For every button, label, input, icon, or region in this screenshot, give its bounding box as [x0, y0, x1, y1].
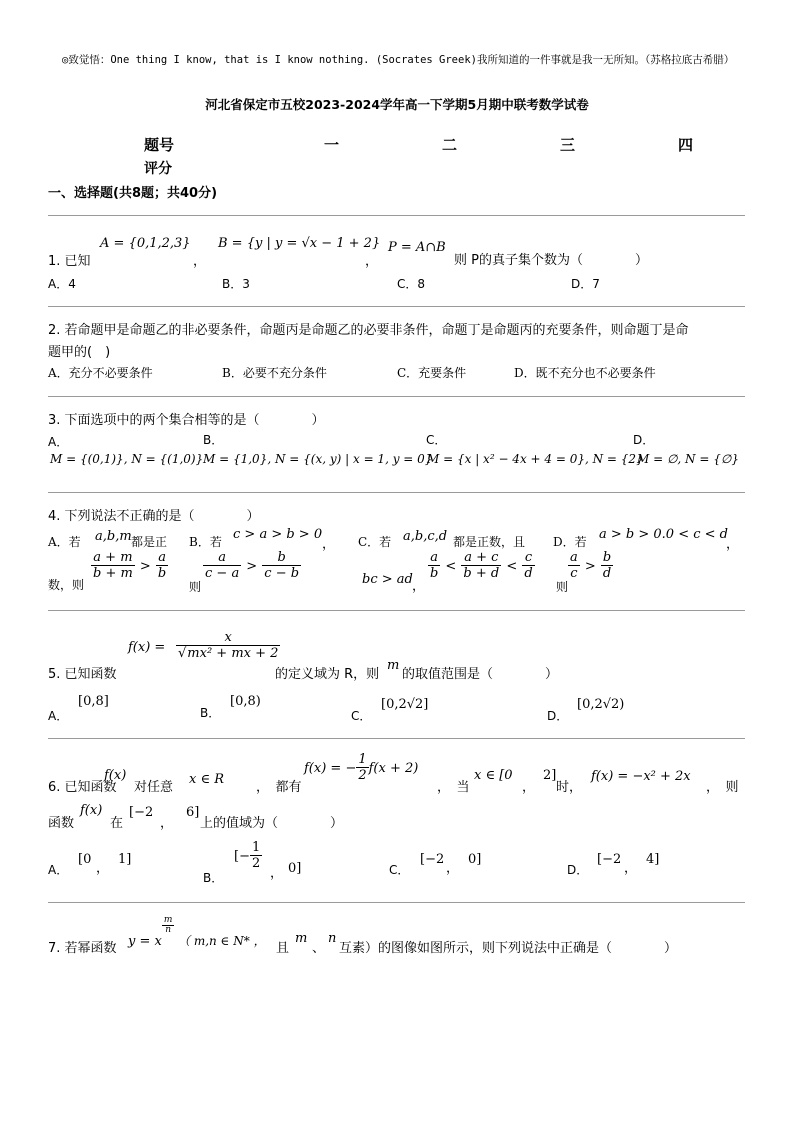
- q2-text: 2. 若命题甲是命题乙的非必要条件，命题丙是命题乙的必要非条件，命题丁是命题丙的充要条件，则命题丁是命: [48, 323, 689, 338]
- q6-comma: ，: [446, 861, 460, 876]
- q3-label-d[interactable]: D．: [633, 433, 655, 447]
- motto-line: ◎致觉悟：One thing I know, that is I know nothing. (Socrates Greek)我所知道的一件事就是我一无所知。（苏格拉底古希腊）: [62, 54, 735, 66]
- q6-comma: ，: [522, 780, 536, 795]
- q7-prefix: 7. 若幂函数: [48, 941, 117, 956]
- q6-text: ， 则: [706, 780, 739, 795]
- q5-suffix: 的取值范围是（ ）: [402, 667, 559, 682]
- q6-label-a[interactable]: A．: [48, 863, 69, 877]
- q6-comma: ，: [624, 861, 638, 876]
- q7-var-m: m: [295, 931, 308, 946]
- q3-label-b[interactable]: B．: [203, 433, 224, 447]
- q1-set-a: A = {0,1,2,3}: [100, 236, 191, 251]
- q6-range-start: [−2: [129, 805, 154, 820]
- q4-option-c-vars: a,b,c,d: [403, 529, 448, 544]
- q3-label-c[interactable]: C．: [426, 433, 447, 447]
- score-row-label: 题号: [144, 136, 175, 154]
- q5-mid: 的定义域为 R，则: [275, 667, 380, 682]
- q6-option-b[interactable]: [− $\frac{1}{2}$: [234, 840, 261, 871]
- q3-label-a[interactable]: A．: [48, 435, 69, 449]
- q6-function: f(x): [80, 803, 103, 818]
- q5-option-a[interactable]: [0,8]: [78, 694, 109, 709]
- q5-option-b[interactable]: [0,8): [230, 694, 261, 709]
- q4-option-a-post: 都是正: [131, 535, 168, 549]
- q1-option-c[interactable]: C．8: [397, 277, 426, 291]
- q6-text: 在: [110, 816, 124, 831]
- score-row-label-2: 评分: [144, 161, 172, 177]
- q7-suffix: 互素）的图像如图所示，则下列说法中正确是（ ）: [339, 941, 678, 956]
- q6-range-end: 6]: [186, 805, 200, 820]
- q1-set-b: B = {y | y = √x − 1 + 2}: [218, 236, 381, 251]
- q6-comma: ，: [270, 866, 284, 881]
- q1-comma: ，: [365, 254, 379, 269]
- q7-text: 、: [312, 941, 326, 956]
- q4-option-d-pre[interactable]: D．若: [553, 535, 587, 549]
- q6-option-c-end[interactable]: 0]: [468, 852, 482, 867]
- divider: [48, 738, 745, 739]
- q6-interval-start: x ∈ [0: [474, 768, 513, 783]
- q2-text-cont: 题甲的( ): [48, 345, 111, 360]
- q6-prefix: 6. 已知函数: [48, 780, 117, 795]
- q6-option-c-start[interactable]: [−2: [420, 852, 445, 867]
- q6-comma: ，: [96, 861, 110, 876]
- q2-option-a[interactable]: A．充分不必要条件: [48, 366, 153, 380]
- q5-prefix: 5. 已知函数: [48, 667, 117, 682]
- q4-option-b-fraction: $\frac{a}{c - a}$ > $\frac{b}{c - b}$: [205, 550, 300, 581]
- q6-interval-end: 2]: [543, 768, 557, 783]
- exam-title: 河北省保定市五校2023-2024学年高一下学期5月期中联考数学试卷: [205, 97, 589, 112]
- q6-option-b-end[interactable]: 0]: [288, 861, 302, 876]
- score-col-3: 三: [560, 136, 576, 154]
- q6-option-d-end[interactable]: 4]: [646, 852, 660, 867]
- divider: [48, 306, 745, 307]
- q4-option-d-fraction: $\frac{a}{c}$ > $\frac{b}{d}$: [570, 550, 612, 581]
- q6-option-a-start[interactable]: [0: [78, 852, 92, 867]
- q5-label-c[interactable]: C．: [351, 709, 372, 723]
- q3-option-a[interactable]: M = {(0,1)}, N = {(1,0)}: [50, 452, 204, 466]
- divider: [48, 492, 745, 493]
- q4-option-c-pre[interactable]: C．若: [358, 535, 392, 549]
- q4-option-b-then: 则: [189, 580, 202, 594]
- q7-function: $_{y = x}$ $\frac{m}{n}$: [128, 915, 173, 949]
- q4-option-c-post: 都是正数，且: [453, 535, 526, 549]
- q6-option-a-end[interactable]: 1]: [118, 852, 132, 867]
- q3-option-c[interactable]: M = {x | x² − 4x + 4 = 0}, N = {2}: [427, 452, 644, 466]
- q5-label-a[interactable]: A．: [48, 709, 69, 723]
- q4-option-d-then: 则: [556, 580, 569, 594]
- q1-option-a[interactable]: A．4: [48, 277, 76, 291]
- q3-option-d[interactable]: M = ∅, N = {∅}: [637, 452, 739, 466]
- q4-option-d-cond: a > b > 0.0 < c < d: [599, 527, 728, 542]
- q6-label-b[interactable]: B．: [203, 871, 224, 885]
- q7-var-n: n: [328, 931, 337, 946]
- q4-option-a-then: 数，则: [48, 578, 85, 592]
- q6-text: 对任意: [134, 780, 174, 795]
- q4-option-b-comma: ，: [322, 537, 336, 552]
- q1-prefix: 1. 已知: [48, 254, 91, 269]
- score-col-2: 二: [442, 136, 458, 154]
- q7-text: 且: [276, 941, 290, 956]
- q6-equation: f(x) = − $\frac{1}{2}$ f(x + 2): [304, 752, 419, 783]
- q2-option-c[interactable]: C．充要条件: [397, 366, 467, 380]
- q1-comma: ，: [193, 254, 207, 269]
- q5-function-name: f(x) =: [128, 640, 166, 655]
- q6-label-c[interactable]: C．: [389, 863, 410, 877]
- q5-label-b[interactable]: B．: [200, 706, 221, 720]
- q4-option-b-pre[interactable]: B．若: [189, 535, 222, 549]
- divider: [48, 215, 745, 216]
- q3-text: 3. 下面选项中的两个集合相等的是（ ）: [48, 413, 325, 428]
- divider: [48, 396, 745, 397]
- q4-option-c-comma: ，: [412, 579, 426, 594]
- q4-option-b-cond: c > a > b > 0: [233, 527, 323, 542]
- q6-line2-prefix: 函数: [48, 816, 75, 831]
- q2-option-b[interactable]: B．必要不充分条件: [222, 366, 327, 380]
- q1-set-p: P = A∩B: [388, 240, 446, 255]
- q6-text: 时，: [556, 780, 583, 795]
- q1-option-d[interactable]: D．7: [571, 277, 600, 291]
- q4-text: 4. 下列说法不正确的是（ ）: [48, 509, 260, 524]
- q6-function: f(x): [104, 768, 127, 783]
- q6-option-d-start[interactable]: [−2: [597, 852, 622, 867]
- q4-option-c-cond: bc > ad: [362, 572, 413, 587]
- divider: [48, 610, 745, 611]
- q1-option-b[interactable]: B．3: [222, 277, 250, 291]
- q7-condition: （ m,n ∈ N* ，: [178, 934, 266, 948]
- q4-option-d-comma: ，: [726, 537, 740, 552]
- q3-option-b[interactable]: M = {1,0}, N = {(x, y) | x = 1, y = 0}: [203, 452, 433, 466]
- q6-text: ， 都有: [256, 780, 302, 795]
- q6-domain: x ∈ R: [189, 772, 225, 787]
- q5-function-fraction: $\frac{x}{\text{√mx² + mx + 2}}$: [178, 630, 279, 661]
- q5-option-c[interactable]: [0,2√2]: [381, 697, 429, 712]
- q1-suffix: 则 P的真子集个数为（ ）: [454, 253, 648, 268]
- q4-option-c-fraction: $\frac{a}{b}$ < $\frac{a + c}{b + d}$ < $\frac{c}{d}$: [430, 550, 533, 581]
- q4-option-a-vars: a,b,m: [95, 529, 132, 544]
- q5-label-d[interactable]: D．: [547, 709, 569, 723]
- q6-line2-suffix: 上的值域为（ ）: [200, 816, 344, 831]
- q2-option-d[interactable]: D．既不充分也不必要条件: [514, 366, 656, 380]
- q5-var-m: m: [387, 658, 400, 673]
- q6-comma: ，: [160, 816, 174, 831]
- q5-option-d[interactable]: [0,2√2): [577, 697, 625, 712]
- q6-equation-2: f(x) = −x² + 2x: [591, 769, 691, 784]
- divider: [48, 902, 745, 903]
- q4-option-a-fraction: $\frac{a + m}{b + m}$ > $\frac{a}{b}$: [93, 550, 167, 581]
- section-title: 一、选择题(共8题；共40分): [48, 186, 218, 201]
- score-col-4: 四: [678, 136, 694, 154]
- q6-label-d[interactable]: D．: [567, 863, 589, 877]
- score-col-1: 一: [324, 136, 340, 154]
- q6-text: ， 当: [437, 780, 470, 795]
- q4-option-a-pre[interactable]: A．若: [48, 535, 81, 549]
